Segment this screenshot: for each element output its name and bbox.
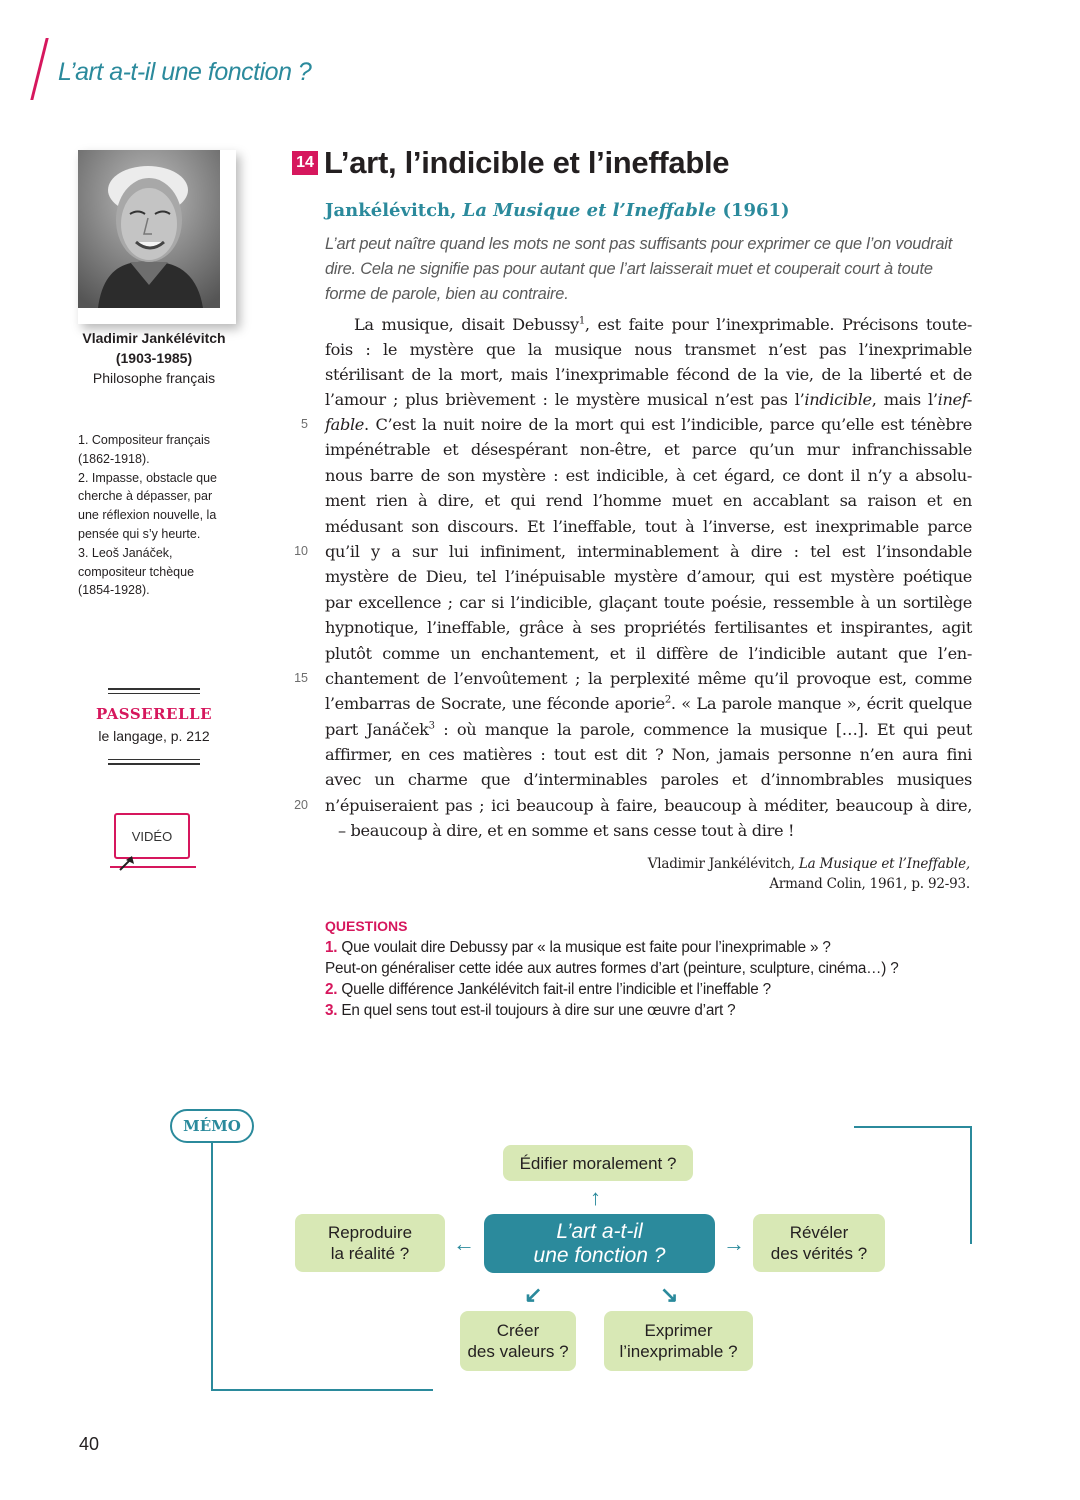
text-line: fable. C’est la nuit noire de la mort qui est l’indicible, parce qu’elle est ténèbre — [325, 415, 972, 434]
document-title: L’art, l’indicible et l’ineffable — [324, 145, 730, 180]
author-portrait — [78, 150, 220, 308]
footnote-line: 2. Impasse, obstacle que — [78, 470, 217, 485]
text-line: affirmer, en ces matières : tout est dit ? Non, jamais personne n’en aura fini — [325, 745, 972, 764]
text-line: qu’il y a sur lui infiniment, interminablement à dire : tel est l’insondable — [325, 542, 972, 561]
text-line: chantement de l’envoûtement ; la perplexité même qu’il provoque est, comme — [325, 669, 972, 688]
passerelle-title: PASSERELLE — [95, 705, 213, 723]
text-line: nous barre de son mystère : est indicible, à cet égard, ce dont il n’y a absolu- — [325, 466, 972, 485]
document-number-badge: 14 — [292, 151, 318, 175]
author-dates: (1903-1985) — [115, 350, 193, 366]
text-line: plutôt comme un enchantement, et il diffère de l’indicible autant que l’en- — [325, 644, 972, 663]
memo-node-bottom-left: Créer des valeurs ? — [460, 1311, 576, 1371]
memo-node-right: Révéler des vérités ? — [753, 1214, 885, 1272]
line-number: 5 — [301, 417, 308, 431]
citation-publisher: Armand Colin, 1961, p. 92-93. — [769, 876, 970, 892]
text-line: n’épuiseraient pas ; ici beaucoup à faire, beaucoup à méditer, beaucoup à dire, — [325, 796, 972, 815]
author-name: Vladimir Jankélévitch — [82, 330, 226, 346]
question-item: 3. En quel sens tout est-il toujours à dire sur une œuvre d’art ? — [325, 1002, 736, 1019]
author-role: Philosophe français — [92, 370, 216, 386]
footnote-line: compositeur tchèque — [78, 564, 195, 579]
question-item: 1. Que voulait dire Debussy par « la musique est faite pour l’inexprimable » ? — [325, 939, 831, 956]
question-item: 2. Quelle différence Jankélévitch fait-il entre l’indicible et l’ineffable ? — [325, 981, 771, 998]
source-line — [325, 200, 790, 221]
passerelle-rule-top-thin — [108, 693, 200, 694]
author-portrait-frame — [78, 150, 236, 324]
text-line: hypnotique, l’ineffable, grâce à ses propriétés fertilisantes et inspirantes, agit — [325, 618, 972, 637]
text-line: l’embarras de Socrate, une féconde aporie$^2$. « La parole manque », écrit quelque — [325, 694, 973, 713]
text-line: impénétrable et désespérant non-être, et parce qu’un mur infranchissable — [325, 440, 972, 459]
memo-frame-line — [211, 1389, 433, 1391]
footnote-line: une réflexion nouvelle, la — [78, 508, 217, 523]
header-accent-bar — [30, 38, 48, 100]
footnote-line: 1. Compositeur français — [78, 433, 211, 447]
memo-node-left: Reproduire la réalité ? — [295, 1214, 445, 1272]
footnote-ref: 2 — [664, 694, 671, 706]
memo-frame-line — [854, 1126, 972, 1128]
citation-author-line: Vladimir Jankélévitch, La Musique et l’Ineffable, — [647, 856, 970, 872]
footnote-ref: 3 — [428, 720, 435, 732]
footnote-line: (1862-1918). — [78, 451, 150, 466]
line-number: 10 — [294, 544, 308, 558]
passerelle-rule-bottom — [108, 763, 200, 765]
footnote-ref: 1 — [578, 315, 585, 327]
question-item: Peut-on généraliser cette idée aux autres formes d’art (peinture, sculpture, cinéma…) ? — [325, 960, 899, 977]
memo-node-top: Édifier moralement ? — [503, 1145, 693, 1181]
text-line: La musique, disait Debussy$^1$, est faite pour l’inexprimable. Précisons toute- — [354, 315, 972, 334]
memo-frame-line — [211, 1143, 213, 1391]
passerelle-rule-top — [108, 688, 200, 690]
cursor-icon — [118, 854, 136, 872]
arrow-down-left-icon: ↙ — [524, 1282, 543, 1307]
arrow-left-icon: ← — [453, 1231, 475, 1256]
text-line: part Janáček$^3$ : où manque la parole, commence la musique […]. Et qui peut — [325, 720, 972, 739]
line-number: 15 — [294, 671, 308, 685]
text-line: avec un charme que d’interminables paroles et d’innombrables musiques — [325, 770, 972, 789]
text-line: médusant son discours. Et l’ineffable, tout à l’inverse, est inexprimable parce — [325, 517, 972, 536]
page-number: 40 — [79, 1434, 100, 1454]
footnotes — [78, 431, 238, 600]
arrow-down-right-icon: ↘ — [660, 1282, 679, 1307]
text-line: l’amour ; plus brièvement : le mystère musical n’est pas l’indicible, mais l’inef- — [325, 390, 972, 409]
source-work: La Musique et l’Ineffable — [462, 200, 717, 221]
memo-tag: MÉMO — [170, 1109, 254, 1143]
chapter-title: L’art a-t-il une fonction ? — [58, 58, 312, 86]
footnote-line: 3. Leoš Janáček, — [78, 545, 173, 560]
memo-node-center: L’art a-t-il une fonction ? — [484, 1214, 715, 1273]
text-line: mystère de Dieu, tel l’inépuisable mystère d’amour, qui est mystère poétique — [325, 567, 972, 586]
author-caption — [78, 328, 230, 388]
passerelle-link[interactable]: le langage, p. 212 — [98, 728, 210, 744]
text-line: stérilisant de la mort, mais l’inexprimable fécond de la vie, de la liberté et de — [325, 365, 972, 384]
questions-title: QUESTIONS — [325, 918, 408, 934]
text-line: fois : le mystère que la musique nous transmet n’est pas l’inexprimable — [325, 340, 972, 359]
arrow-right-icon: → — [723, 1231, 745, 1256]
arrow-up-icon: ↑ — [590, 1185, 601, 1210]
text-line: par excellence ; car si l’indicible, glaçant toute poésie, ressemble à un sortilège — [325, 593, 972, 612]
footnote-line: cherche à dépasser, par — [78, 489, 213, 504]
line-number: 20 — [294, 798, 308, 812]
text-line: – beaucoup à dire, et en somme et sans cesse tout à dire ! — [338, 821, 795, 840]
footnote-line: (1854-1928). — [78, 583, 150, 598]
memo-frame-line — [970, 1126, 972, 1244]
intro-text: L’art peut naître quand les mots ne sont pas suffisants pour exprimer ce que l’on voudrait dire. Cela ne signifie pas pour autant que l’art laisserait muet et couperait court à toute forme de parole, bien au contraire. — [325, 235, 953, 303]
passerelle-rule-bottom-thin — [108, 759, 200, 760]
footnote-line: pensée qui s’y heurte. — [78, 526, 201, 541]
memo-node-bottom-right: Exprimer l’inexprimable ? — [604, 1311, 753, 1371]
text-line: ment rien à dire, et qui rend l’homme muet en accablant sa raison et en — [325, 491, 972, 510]
video-button[interactable]: VIDÉO — [114, 813, 190, 859]
source-author: Jankélévitch, — [325, 200, 463, 221]
source-year: (1961) — [716, 200, 790, 221]
